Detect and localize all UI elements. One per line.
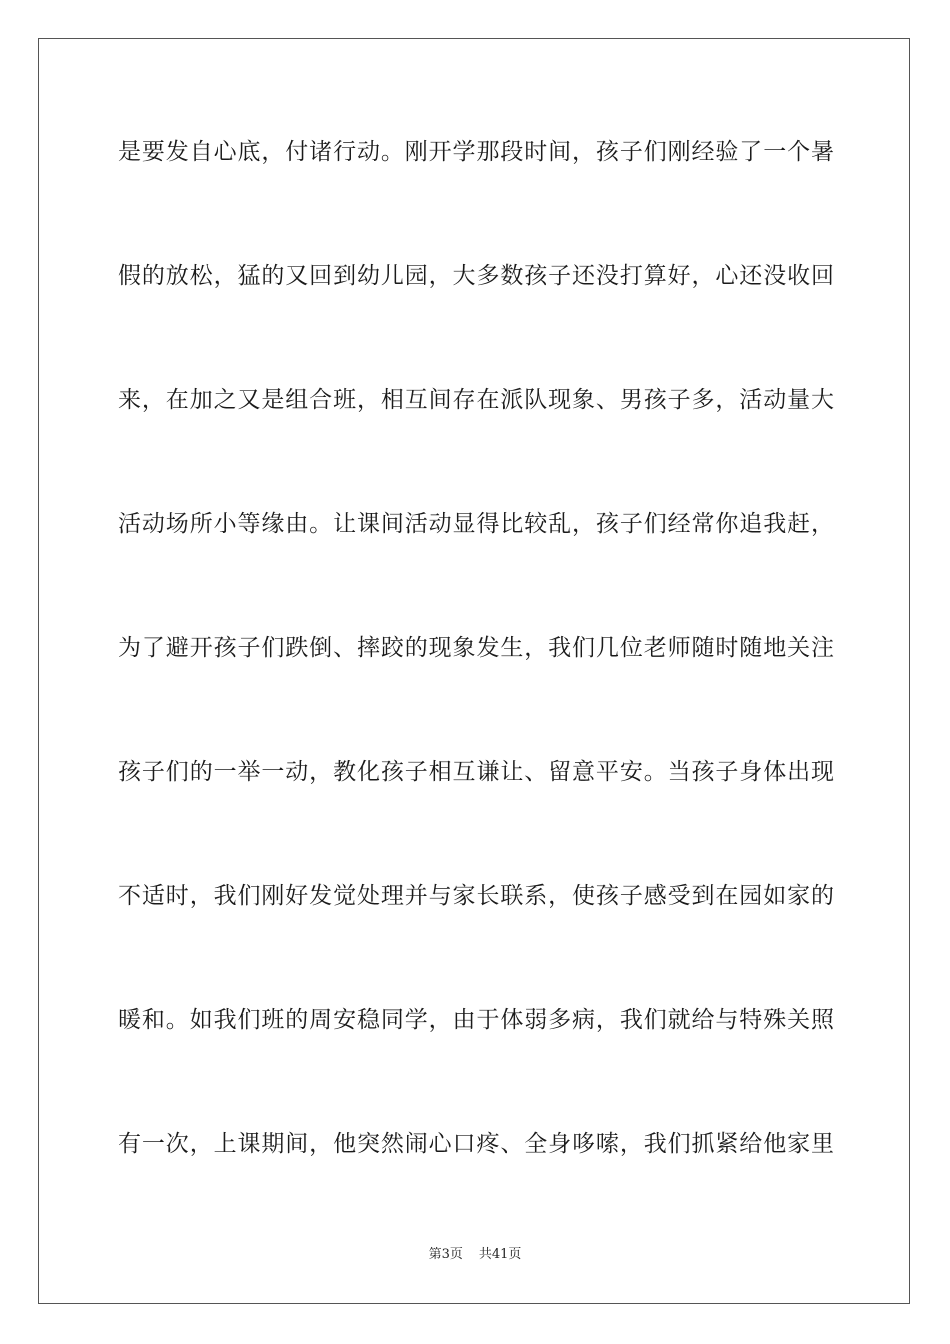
text-line-2: 假的放松，猛的又回到幼儿园，大多数孩子还没打算好，心还没收回 bbox=[118, 263, 834, 289]
page-total: 共41页 bbox=[478, 1247, 522, 1262]
page-footer bbox=[0, 1246, 950, 1264]
text-line-3: 来，在加之又是组合班，相互间存在派队现象、男孩子多，活动量大 bbox=[118, 387, 834, 413]
text-line-5: 为了避开孩子们跌倒、摔跤的现象发生，我们几位老师随时随地关注 bbox=[118, 635, 834, 661]
text-line-9: 有一次，上课期间，他突然闹心口疼、全身哆嗦，我们抓紧给他家里 bbox=[118, 1131, 834, 1157]
text-line-4: 活动场所小等缘由。让课间活动显得比较乱，孩子们经常你追我赶， bbox=[118, 511, 834, 537]
text-line-6: 孩子们的一举一动，教化孩子相互谦让、留意平安。当孩子身体出现 bbox=[118, 759, 834, 785]
text-line-1: 是要发自心底，付诸行动。刚开学那段时间，孩子们刚经验了一个暑 bbox=[118, 139, 834, 165]
page-border bbox=[38, 38, 910, 1304]
text-line-8: 暖和。如我们班的周安稳同学，由于体弱多病，我们就给与特殊关照 bbox=[118, 1007, 834, 1033]
text-line-7: 不适时，我们刚好发觉处理并与家长联系，使孩子感受到在园如家的 bbox=[118, 883, 834, 909]
page-number: 第3页 bbox=[428, 1247, 463, 1262]
